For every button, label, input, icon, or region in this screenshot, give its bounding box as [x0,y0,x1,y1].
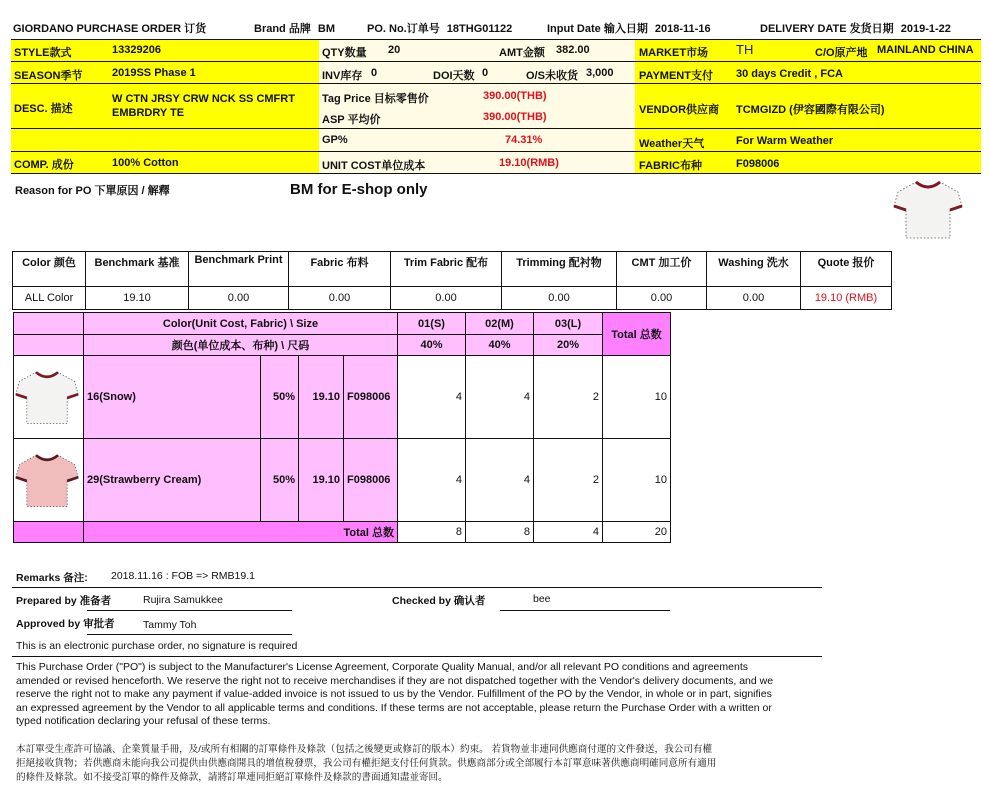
row-qty-m: 4 [466,439,534,522]
size-header-en: Color(Unit Cost, Fabric) \ Size [84,313,398,335]
size-header-m: 02(M) [466,313,534,335]
cost-header-fabric: Fabric 布料 [289,252,391,287]
vendor-label: VENDOR供应商 [639,104,720,116]
cost-cell-trim-fabric: 0.00 [391,287,502,310]
size-breakdown-table [13,312,671,543]
doi-value: 0 [482,67,489,79]
size-ratio-m: 40% [466,335,534,356]
total-m: 8 [466,522,534,543]
po-number-value: 18THG01122 [446,23,513,35]
brand-label: Brand 品牌 [254,23,311,35]
checked-by-label: Checked by 确认者 [392,595,486,607]
market-label: MARKET市场 [639,47,709,59]
legal-terms-chinese: 本訂單受生產許可協議、企業質量手冊，及/或所有相關的訂單條件及條款（包括之後變更或修訂的版本）約束。 若貨物並非連同供應商付運的文件發送，我公司有權 拒絕接收貨物；若供應商未能向我公司提供由供應商開具的增值稅發票，我公司有權拒絕支付任何貨款。供應商部分或全部履行本訂單意味著供應商明確同意所有適用 的條件及條款。如不接受訂單的條件及條款，請將訂單連同拒絕訂單條件及條款的書面通知盡並寄回。 [16,744,717,783]
legal-terms-english: This Purchase Order ("PO") is subject to the Manufacturer's License Agreement, Corporate Quality Manual, and/or all relevant PO conditions and agreements amended or revised henceforth. We reserve the right not to receive merchandises if they are not dispatched together with the Vendor's delivery documents, and we reserve the right not to make any payment if value-added invoice is not issued to us by the Vendor. Fulfillment of the PO by the Vendor, in whole or in part, signifies an expressed agreement by the Vendor to all applicable terms and conditions. If these terms are not acceptable, please return the Purchase Order with a written or typed notification declaring your refusal of these terms. [16,661,774,728]
po-number-field [367,20,512,36]
cost-breakdown-table [12,251,892,310]
unit-cost-value: 19.10(RMB) [499,157,559,169]
comp-label: COMP. 成份 [14,159,74,171]
row-pct: 50% [261,439,299,522]
prepared-by-label: Prepared by 准备者 [16,595,112,607]
os-label: O/S未收货 [526,70,578,82]
approved-by-label: Approved by 审批者 [16,618,115,630]
row-qty-l: 2 [534,439,603,522]
weather-value: For Warm Weather [736,135,834,147]
asp-value: 390.00(THB) [483,111,547,123]
color-swatch-cell [14,356,84,439]
desc-value-line1: W CTN JRSY CRW NCK SS CMFRT [112,93,295,105]
table-row [14,356,671,439]
input-date-field [547,20,711,36]
row-color: 16(Snow) [84,356,261,439]
cost-header-washing: Washing 洗水 [707,252,801,287]
amt-label: AMT金额 [499,47,545,59]
cost-cell-fabric: 0.00 [289,287,391,310]
market-value: TH [736,42,754,57]
tshirt-icon [892,176,964,242]
row-qty-m: 4 [466,356,534,439]
po-info-grid [11,39,981,174]
row-total: 10 [603,356,671,439]
unit-cost-label: UNIT COST单位成本 [322,160,426,172]
table-row [14,439,671,522]
cost-header-cmt: CMT 加工价 [617,252,707,287]
tshirt-icon [14,447,80,513]
size-ratio-l: 20% [534,335,603,356]
os-value: 3,000 [586,67,614,79]
size-header-cn: 颜色(单位成本、布种) \ 尺码 [84,335,398,356]
electronic-po-note: This is an electronic purchase order, no signature is required [16,640,298,652]
delivery-date-label: DELIVERY DATE 发货日期 [760,23,894,35]
size-header-l: 03(L) [534,313,603,335]
delivery-date-field [760,20,951,36]
row-qty-l: 2 [534,356,603,439]
qty-label: QTY数量 [322,47,367,59]
total-s: 8 [398,522,466,543]
desc-value-line2: EMBRDRY TE [112,107,185,119]
prepared-by-value: Rujira Samukkee [143,594,223,606]
input-date-value: 2018-11-16 [654,23,711,35]
cost-header-benchmark-print: Benchmark Print [189,252,289,287]
cost-header-color: Color 颜色 [13,252,86,287]
co-value: MAINLAND CHINA [877,44,974,56]
style-label: STYLE款式 [14,47,72,59]
row-total: 10 [603,439,671,522]
tshirt-icon [14,364,80,430]
inv-label: INV库存 [322,70,363,82]
size-header-total: Total 总数 [603,313,671,356]
qty-value: 20 [388,44,401,56]
remarks-label: Remarks 备注: [16,572,88,584]
cost-header-quote: Quote 报价 [801,252,892,287]
cost-header-trimming: Trimming 配衬物 [502,252,617,287]
comp-value: 100% Cotton [112,157,179,169]
row-qty-s: 4 [398,356,466,439]
cost-cell-benchmark-print: 0.00 [189,287,289,310]
asp-label: ASP 平均价 [322,114,381,126]
brand-value: BM [317,23,336,35]
remarks-value: 2018.11.16 : FOB => RMB19.1 [111,570,255,582]
reason-value: BM for E-shop only [290,181,428,198]
row-fabric: F098006 [344,356,398,439]
vendor-value: TCMGIZD (伊容國際有限公司) [736,104,885,116]
cost-cell-washing: 0.00 [707,287,801,310]
fabric-value: F098006 [736,158,780,170]
delivery-date-value: 2019-1-22 [900,23,951,35]
totals-row [14,522,671,543]
weather-label: Weather天气 [639,138,705,150]
tag-price-value: 390.00(THB) [483,90,547,102]
amt-value: 382.00 [556,44,590,56]
size-ratio-s: 40% [398,335,466,356]
grand-total: 20 [603,522,671,543]
row-cost: 19.10 [299,356,344,439]
po-title: GIORDANO PURCHASE ORDER 订货 [13,23,207,35]
row-color: 29(Strawberry Cream) [84,439,261,522]
cost-cell-color: ALL Color [13,287,86,310]
season-label: SEASON季节 [14,70,83,82]
input-date-label: Input Date 输入日期 [547,23,648,35]
product-thumbnail [892,176,964,242]
color-swatch-cell [14,439,84,522]
totals-label: Total 总数 [84,522,398,543]
cost-cell-benchmark: 19.10 [86,287,189,310]
checked-by-value: bee [533,593,551,605]
size-header-s: 01(S) [398,313,466,335]
reason-label: Reason for PO 下單原因 / 解釋 [15,185,170,197]
cost-header-trim-fabric: Trim Fabric 配布 [391,252,502,287]
cost-cell-cmt: 0.00 [617,287,707,310]
doi-label: DOI天数 [433,70,475,82]
total-l: 4 [534,522,603,543]
row-qty-s: 4 [398,439,466,522]
gp-value: 74.31% [505,134,543,146]
cost-cell-quote: 19.10 (RMB) [801,287,892,310]
row-fabric: F098006 [344,439,398,522]
gp-label: GP% [322,134,348,146]
co-label: C/O原产地 [815,47,868,59]
payment-value: 30 days Credit , FCA [736,68,843,80]
payment-label: PAYMENT支付 [639,70,713,82]
po-number-label: PO. No.订单号 [367,23,440,35]
cost-cell-trimming: 0.00 [502,287,617,310]
style-value: 13329206 [112,44,161,56]
inv-value: 0 [371,67,378,79]
brand-field [254,20,335,36]
row-pct: 50% [261,356,299,439]
season-value: 2019SS Phase 1 [112,67,196,79]
approved-by-value: Tammy Toh [143,619,197,631]
row-cost: 19.10 [299,439,344,522]
desc-label: DESC. 描述 [14,103,73,115]
fabric-label: FABRIC布种 [639,160,702,172]
tag-price-label: Tag Price 目标零售价 [322,93,429,105]
cost-header-benchmark: Benchmark 基准 [86,252,189,287]
